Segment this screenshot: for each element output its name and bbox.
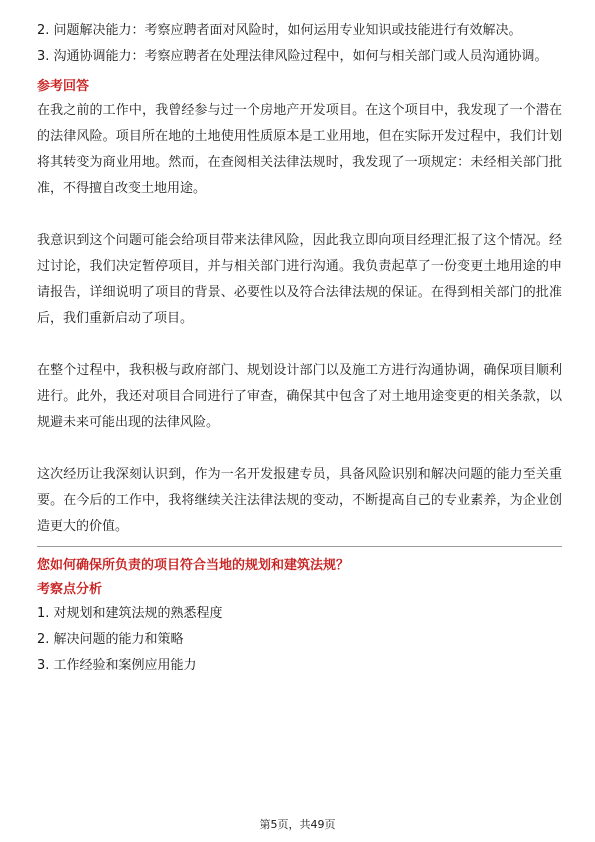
answer-paragraph: 在我之前的工作中，我曾经参与过一个房地产开发项目。在这个项目中，我发现了一个潜在的法律风险。项目所在地的土地使用性质原本是工业用地，但在实际开发过程中，我们计划将其转变为商业用地。然而，在查阅相关法律法规时，我发现了一项规定：未经相关部门批准，不得擅自改变土地用途。 xyxy=(37,103,562,196)
analysis-label: 考察点分析 xyxy=(37,582,103,597)
page-number: 第5页，共49页 xyxy=(259,818,336,831)
question-title: 您如何确保所负责的项目符合当地的规划和建筑法规？ xyxy=(37,558,350,573)
section-divider xyxy=(37,546,562,547)
list-item: 3. 工作经验和案例应用能力 xyxy=(37,658,197,673)
list-item: 3. 沟通协调能力：考察应聘者在处理法律风险过程中，如何与相关部门或人员沟通协调。 xyxy=(37,49,548,64)
list-item: 1. 对规划和建筑法规的熟悉程度 xyxy=(37,606,223,621)
answer-paragraph: 在整个过程中，我积极与政府部门、规划设计部门以及施工方进行沟通协调，确保项目顺利进行。此外，我还对项目合同进行了审查，确保其中包含了对土地用途变更的相关条款，以规避未来可能出现的法律风险。 xyxy=(37,363,562,430)
answer-paragraph: 这次经历让我深刻认识到，作为一名开发报建专员，具备风险识别和解决问题的能力至关重要。在今后的工作中，我将继续关注法律法规的变动，不断提高自己的专业素养，为企业创造更大的价值。 xyxy=(37,467,562,534)
answer-label: 参考回答 xyxy=(37,79,90,94)
list-item: 2. 解决问题的能力和策略 xyxy=(37,632,184,647)
list-item: 2. 问题解决能力：考察应聘者面对风险时，如何运用专业知识或技能进行有效解决。 xyxy=(37,23,522,38)
page-content xyxy=(37,18,562,679)
answer-paragraph: 我意识到这个问题可能会给项目带来法律风险，因此我立即向项目经理汇报了这个情况。经过讨论，我们决定暂停项目，并与相关部门进行沟通。我负责起草了一份变更土地用途的申请报告，详细说明了项目的背景、必要性以及符合法律法规的保证。在得到相关部门的批准后，我们重新启动了项目。 xyxy=(37,233,562,326)
